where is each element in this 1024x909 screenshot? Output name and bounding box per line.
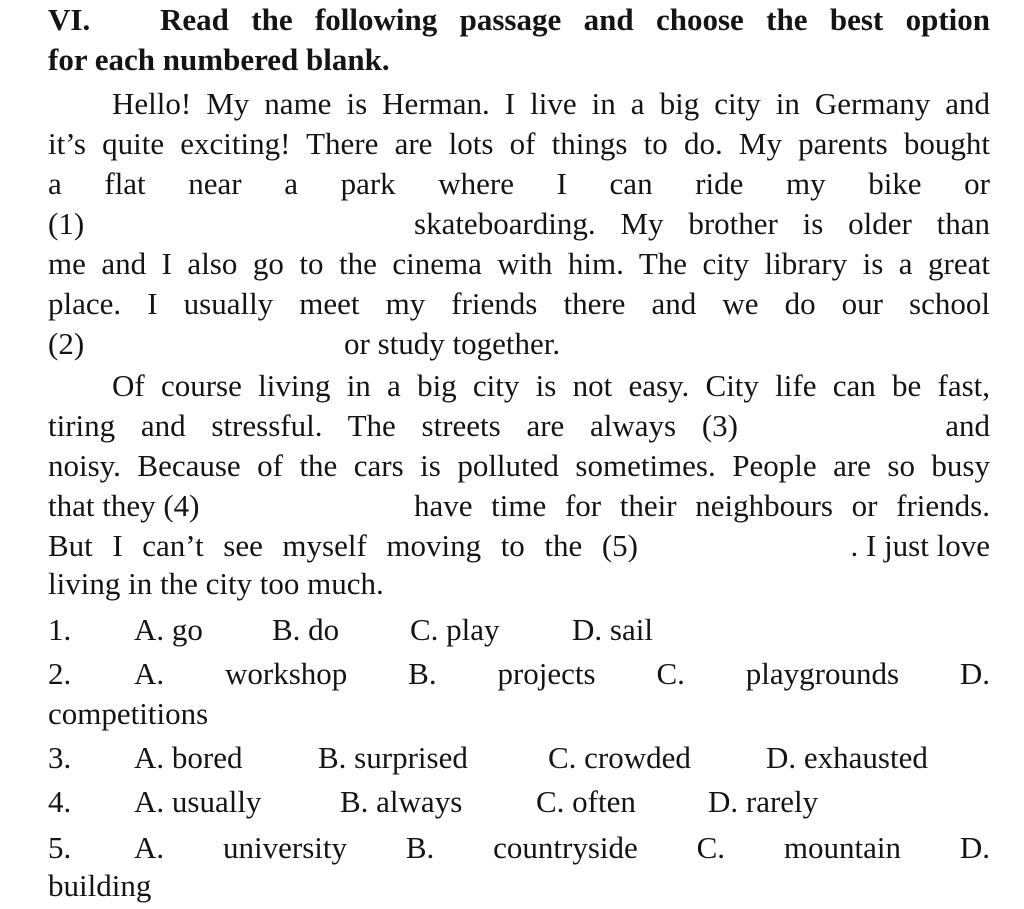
- passage-line: noisy. Because of the cars is polluted sometimes. People are so busy: [48, 448, 990, 483]
- option-b[interactable]: B. always: [340, 784, 463, 819]
- passage-line: it’s quite exciting! There are lots of things to do. My parents bought: [48, 126, 990, 161]
- passage-text: that they (4): [48, 488, 200, 523]
- option-c[interactable]: C. mountain: [696, 830, 902, 865]
- option-b[interactable]: B. do: [272, 612, 340, 647]
- passage-text: But I can’t see myself moving to the (5): [48, 528, 638, 563]
- passage-text: . I just love: [850, 528, 990, 563]
- exercise-instruction-line1: Read the following passage and choose the best option: [160, 2, 990, 37]
- option-a[interactable]: A. workshop: [134, 656, 348, 691]
- option-d[interactable]: D. rarely: [708, 784, 819, 819]
- passage-line: a flat near a park where I can ride my bike or: [48, 166, 990, 201]
- passage-line: me and I also go to the cinema with him. The city library is a great: [48, 246, 990, 281]
- question-options-line: [134, 654, 990, 694]
- option-a[interactable]: A. university: [134, 830, 347, 865]
- option-c[interactable]: C. play: [410, 612, 500, 647]
- option-b[interactable]: B. countryside: [405, 830, 638, 865]
- passage-line: Of course living in a big city is not easy. City life can be fast,: [112, 368, 990, 403]
- exercise-number: VI.: [48, 2, 91, 37]
- question-number: 5.: [48, 830, 72, 865]
- passage-line: place. I usually meet my friends there and we do our school: [48, 286, 990, 321]
- option-d[interactable]: D.: [959, 656, 991, 691]
- exercise-instruction-line2: for each numbered blank.: [48, 42, 390, 77]
- option-d[interactable]: D. exhausted: [766, 740, 928, 775]
- question-number: 4.: [48, 784, 72, 819]
- option-c[interactable]: C. crowded: [548, 740, 691, 775]
- passage-line: living in the city too much.: [48, 566, 384, 601]
- question-number: 2.: [48, 656, 72, 691]
- option-c[interactable]: C. often: [536, 784, 636, 819]
- option-b[interactable]: B. projects: [408, 656, 596, 691]
- option-d[interactable]: D.: [959, 830, 991, 865]
- passage-text: have time for their neighbours or friends.: [414, 488, 990, 523]
- blank-1-label: (1): [48, 206, 85, 241]
- option-c[interactable]: C. playgrounds: [656, 656, 900, 691]
- option-d-continuation: competitions: [48, 696, 209, 731]
- passage-line: Hello! My name is Herman. I live in a big city in Germany and: [112, 86, 990, 121]
- question-number: 3.: [48, 740, 72, 775]
- passage-text: skateboarding. My brother is older than: [414, 206, 990, 241]
- option-a[interactable]: A. bored: [134, 740, 243, 775]
- option-a[interactable]: A. go: [134, 612, 203, 647]
- blank-2-label: (2): [48, 326, 85, 361]
- question-options-line: [134, 828, 990, 868]
- passage-text: and: [945, 408, 990, 443]
- passage-text: or study together.: [344, 326, 561, 361]
- passage-text: tiring and stressful. The streets are always (3): [48, 408, 738, 443]
- option-a[interactable]: A. usually: [134, 784, 262, 819]
- option-d-continuation: building: [48, 868, 152, 903]
- option-d[interactable]: D. sail: [572, 612, 653, 647]
- question-number: 1.: [48, 612, 72, 647]
- option-b[interactable]: B. surprised: [318, 740, 468, 775]
